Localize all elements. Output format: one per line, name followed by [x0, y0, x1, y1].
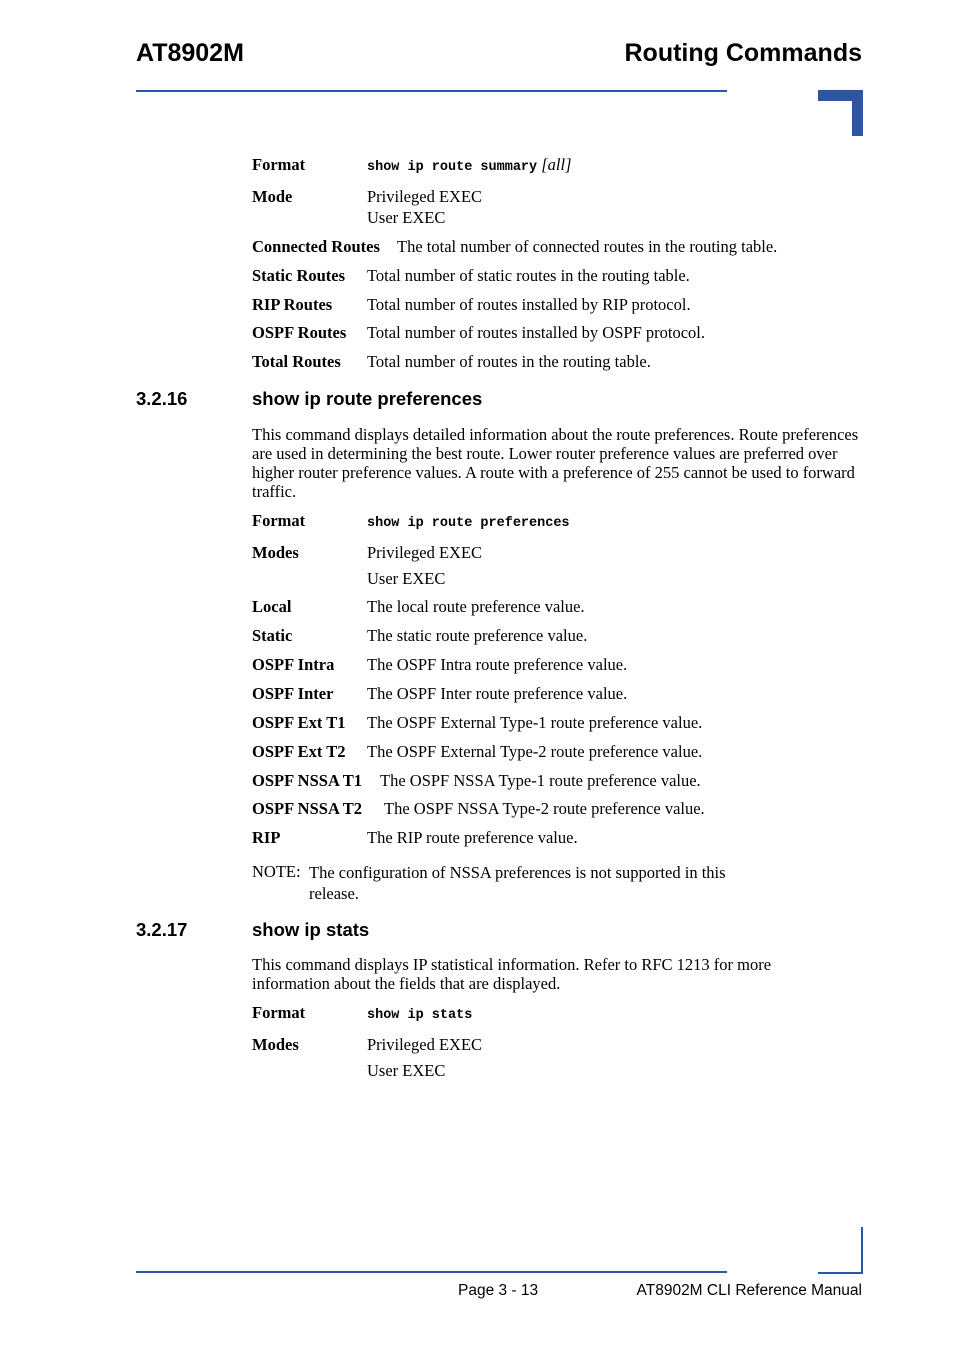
modes-row — [252, 1035, 864, 1080]
field-label: Connected Routes — [252, 237, 380, 256]
chapter-title: Routing Commands — [624, 39, 862, 67]
format-command: show ip route summary — [367, 160, 538, 175]
footer-corner-mark — [818, 1227, 863, 1274]
field-row — [252, 266, 864, 285]
field-row — [252, 742, 864, 761]
field-description: The OSPF External Type-1 route preference value. — [367, 713, 703, 732]
summary-format-row — [252, 155, 864, 177]
field-label: OSPF Ext T1 — [252, 713, 346, 732]
field-description: The OSPF Intra route preference value. — [367, 655, 628, 674]
manual-title: AT8902M CLI Reference Manual — [636, 1282, 862, 1299]
field-label: Static — [252, 626, 293, 645]
header-corner-mark — [818, 90, 863, 136]
mode-value: Privileged EXEC — [367, 1035, 483, 1054]
field-label: OSPF NSSA T1 — [252, 771, 363, 790]
doc-title: AT8902M — [136, 39, 244, 67]
header-rule — [136, 90, 727, 92]
field-row — [252, 626, 864, 645]
section-number: 3.2.17 — [136, 919, 188, 940]
field-description: Total number of routes installed by RIP protocol. — [367, 295, 691, 314]
field-label: OSPF Inter — [252, 684, 334, 703]
field-label: Static Routes — [252, 266, 346, 285]
mode-value: Privileged EXEC — [367, 543, 483, 562]
field-description: The local route preference value. — [367, 597, 585, 616]
field-description: The RIP route preference value. — [367, 828, 578, 847]
note — [252, 862, 772, 904]
section-number: 3.2.16 — [136, 388, 188, 409]
field-row — [252, 295, 864, 314]
summary-block — [252, 155, 864, 371]
note-label: NOTE: — [252, 862, 301, 881]
field-label: OSPF Routes — [252, 323, 347, 342]
format-row — [252, 511, 864, 533]
mode-value: User EXEC — [367, 569, 446, 588]
field-label: Local — [252, 597, 292, 616]
mode-label: Mode — [252, 187, 293, 206]
field-row — [252, 771, 864, 790]
field-description: Total number of static routes in the routing table. — [367, 266, 690, 285]
page-number: Page 3 - 13 — [458, 1282, 539, 1299]
summary-mode-row — [252, 187, 864, 227]
modes-row — [252, 543, 864, 588]
section-3-2-16-body — [252, 425, 864, 904]
field-description: The OSPF NSSA Type-2 route preference value. — [384, 799, 705, 818]
mode-value: User EXEC — [367, 208, 446, 227]
section-heading-3-2-16 — [136, 388, 482, 410]
format-argument: [all] — [541, 155, 572, 174]
format-label: Format — [252, 1003, 306, 1022]
field-row — [252, 237, 864, 256]
field-description: Total number of routes installed by OSPF protocol. — [367, 323, 705, 342]
note-text: The configuration of NSSA preferences is not supported in this release. — [309, 863, 726, 903]
format-label: Format — [252, 511, 306, 530]
footer-rule — [136, 1271, 727, 1273]
field-description: The static route preference value. — [367, 626, 588, 645]
section-intro: This command displays detailed information about the route preferences. Route preferences are used in determining the best route. Lower router preference values are preferred over higher router preference values. A route with a preference of 255 cannot be used to forward traffic. — [252, 425, 859, 501]
field-label: Total Routes — [252, 352, 341, 371]
modes-label: Modes — [252, 1035, 299, 1054]
section-title: show ip route preferences — [252, 388, 483, 409]
field-row — [252, 684, 864, 703]
section-3-2-17-body — [252, 955, 864, 1080]
field-label: RIP Routes — [252, 295, 333, 314]
field-description: The OSPF External Type-2 route preference value. — [367, 742, 703, 761]
mode-value: User EXEC — [367, 1061, 446, 1080]
field-description: The total number of connected routes in the routing table. — [397, 237, 778, 256]
field-row — [252, 799, 864, 818]
mode-value: Privileged EXEC — [367, 187, 483, 206]
format-command: show ip route preferences — [367, 516, 570, 531]
format-command: show ip stats — [367, 1008, 473, 1023]
field-row — [252, 828, 864, 847]
format-row — [252, 1003, 864, 1025]
field-label: RIP — [252, 828, 281, 847]
modes-label: Modes — [252, 543, 299, 562]
field-row — [252, 713, 864, 732]
field-description: Total number of routes in the routing table. — [367, 352, 651, 371]
field-row — [252, 323, 864, 342]
section-title: show ip stats — [252, 919, 370, 940]
section-heading-3-2-17 — [136, 919, 369, 941]
field-row — [252, 655, 864, 674]
format-label: Format — [252, 155, 306, 174]
field-description: The OSPF Inter route preference value. — [367, 684, 628, 703]
field-label: OSPF NSSA T2 — [252, 799, 363, 818]
field-description: The OSPF NSSA Type-1 route preference value. — [380, 771, 701, 790]
field-row — [252, 597, 864, 616]
section-intro: This command displays IP statistical information. Refer to RFC 1213 for more information about the fields that are displayed. — [252, 955, 772, 993]
field-label: OSPF Intra — [252, 655, 335, 674]
field-label: OSPF Ext T2 — [252, 742, 346, 761]
field-row — [252, 352, 864, 371]
